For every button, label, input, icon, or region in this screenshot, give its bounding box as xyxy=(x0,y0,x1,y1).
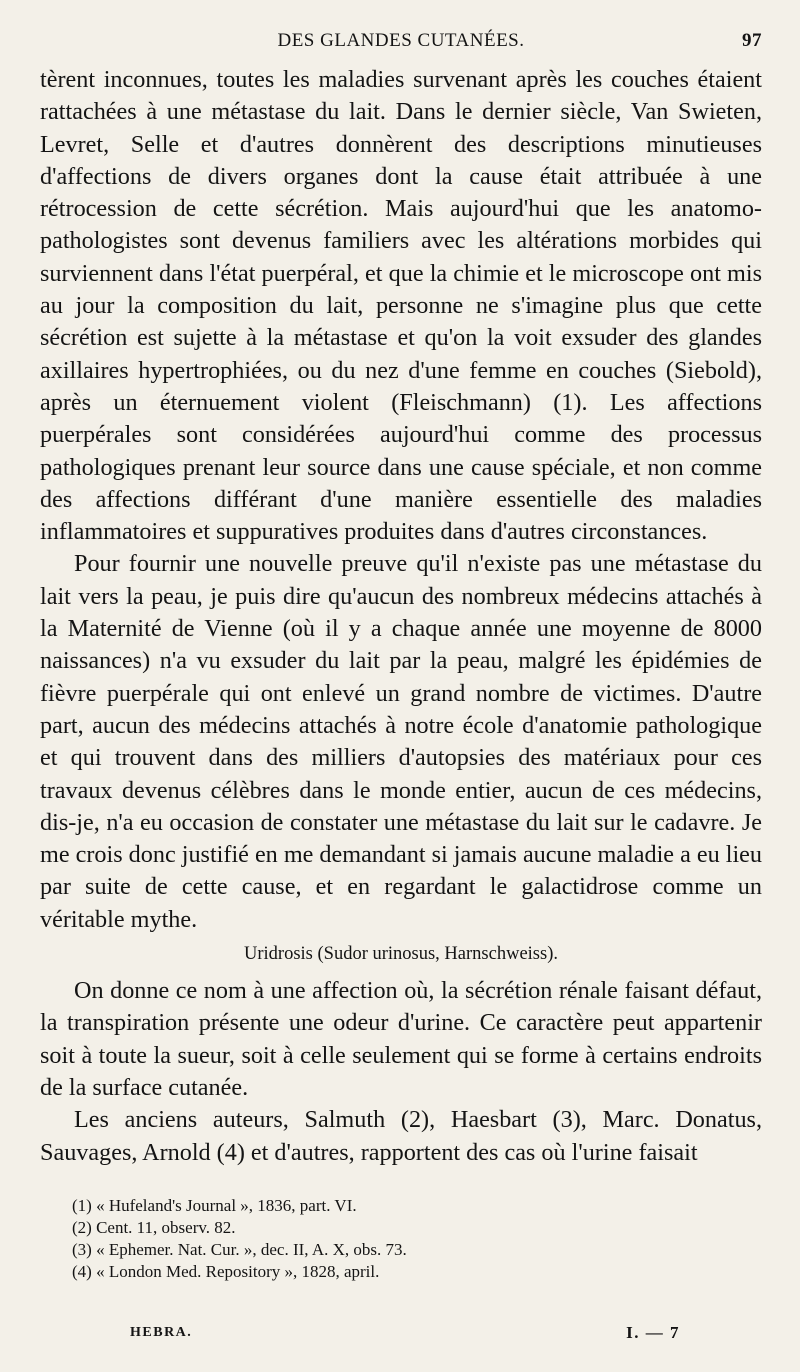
footnote: (4) « London Med. Repository », 1828, april. xyxy=(72,1261,380,1281)
signature-sheet: I. — 7 xyxy=(626,1323,680,1342)
footnote: (1) « Hufeland's Journal », 1836, part. VI. xyxy=(72,1195,357,1215)
signature-author: HEBRA. xyxy=(130,1325,193,1340)
paragraph: tèrent inconnues, toutes les maladies survenant après les couches étaient rattachées à une métastase du lait. Dans le dernier siècle, Van Swieten, Levret, Selle et d'autres donnèrent des descriptions minutieuses d'affections de divers organes dont la cause était attribuée à une rétrocession de cette sécrétion. Mais aujourd'hui que les anatomo-pathologistes sont devenus familiers avec les altérations morbides qui surviennent dans l'état puerpéral, et que la chimie et le microscope ont mis au jour la composition du lait, personne ne s'imagine plus que cette sécrétion est sujette à la métastase et qu'on la voit exsuder des glandes axillaires hypertrophiées, ou du nez d'une femme en couches (Siebold), après un éternuement violent (Fleischmann) (1). Les affections puerpérales sont considérées aujourd'hui comme des processus pathologiques prenant leur source dans une cause spéciale, et non comme des affections différant d'une manière essentielle des maladies inflammatoires et suppuratives produites dans d'autres circonstances. xyxy=(40,66,762,546)
body-text xyxy=(40,64,762,1169)
footnotes xyxy=(72,1195,762,1283)
paragraph: On donne ce nom à une affection où, la sécrétion rénale faisant défaut, la transpiration présente une odeur d'urine. Ce caractère peut appartenir soit à toute la sueur, soit à celle seulement qui se forme à certains endroits de la surface cutanée. xyxy=(40,977,762,1101)
running-head xyxy=(40,28,762,64)
section-heading: Uridrosis (Sudor urinosus, Harnschweiss). xyxy=(244,944,558,965)
footnote: (2) Cent. 11, observ. 82. xyxy=(72,1217,236,1237)
running-head-title: DES GLANDES CUTANÉES. xyxy=(277,30,525,51)
paragraph: Les anciens auteurs, Salmuth (2), Haesbart (3), Marc. Donatus, Sauvages, Arnold (4) et d'autres, rapportent des cas où l'urine faisait xyxy=(40,1106,762,1166)
footnote: (3) « Ephemer. Nat. Cur. », dec. II, A. X, obs. 73. xyxy=(72,1239,407,1259)
page-number: 97 xyxy=(742,30,762,51)
paragraph: Pour fournir une nouvelle preuve qu'il n'existe pas une métastase du lait vers la peau, je puis dire qu'aucun des nombreux médecins attachés à la Maternité de Vienne (où il y a chaque année une moyenne de 8000 naissances) n'a vu exsuder du lait par la peau, malgré les épidémies de fièvre puerpérale qui ont enlevé un grand nombre de victimes. D'autre part, aucun des médecins attachés à notre école d'anatomie pathologique et qui trouvent dans des milliers d'autopsies des matériaux pour ces travaux devenus célèbres dans le monde entier, aucun de ces médecins, dis-je, n'a eu occasion de constater une métastase du lait sur le cadavre. Je me crois donc justifié en me demandant si jamais aucune maladie a eu lieu par suite de cette cause, et en regardant le galactidrose comme un véritable mythe. xyxy=(40,550,763,933)
